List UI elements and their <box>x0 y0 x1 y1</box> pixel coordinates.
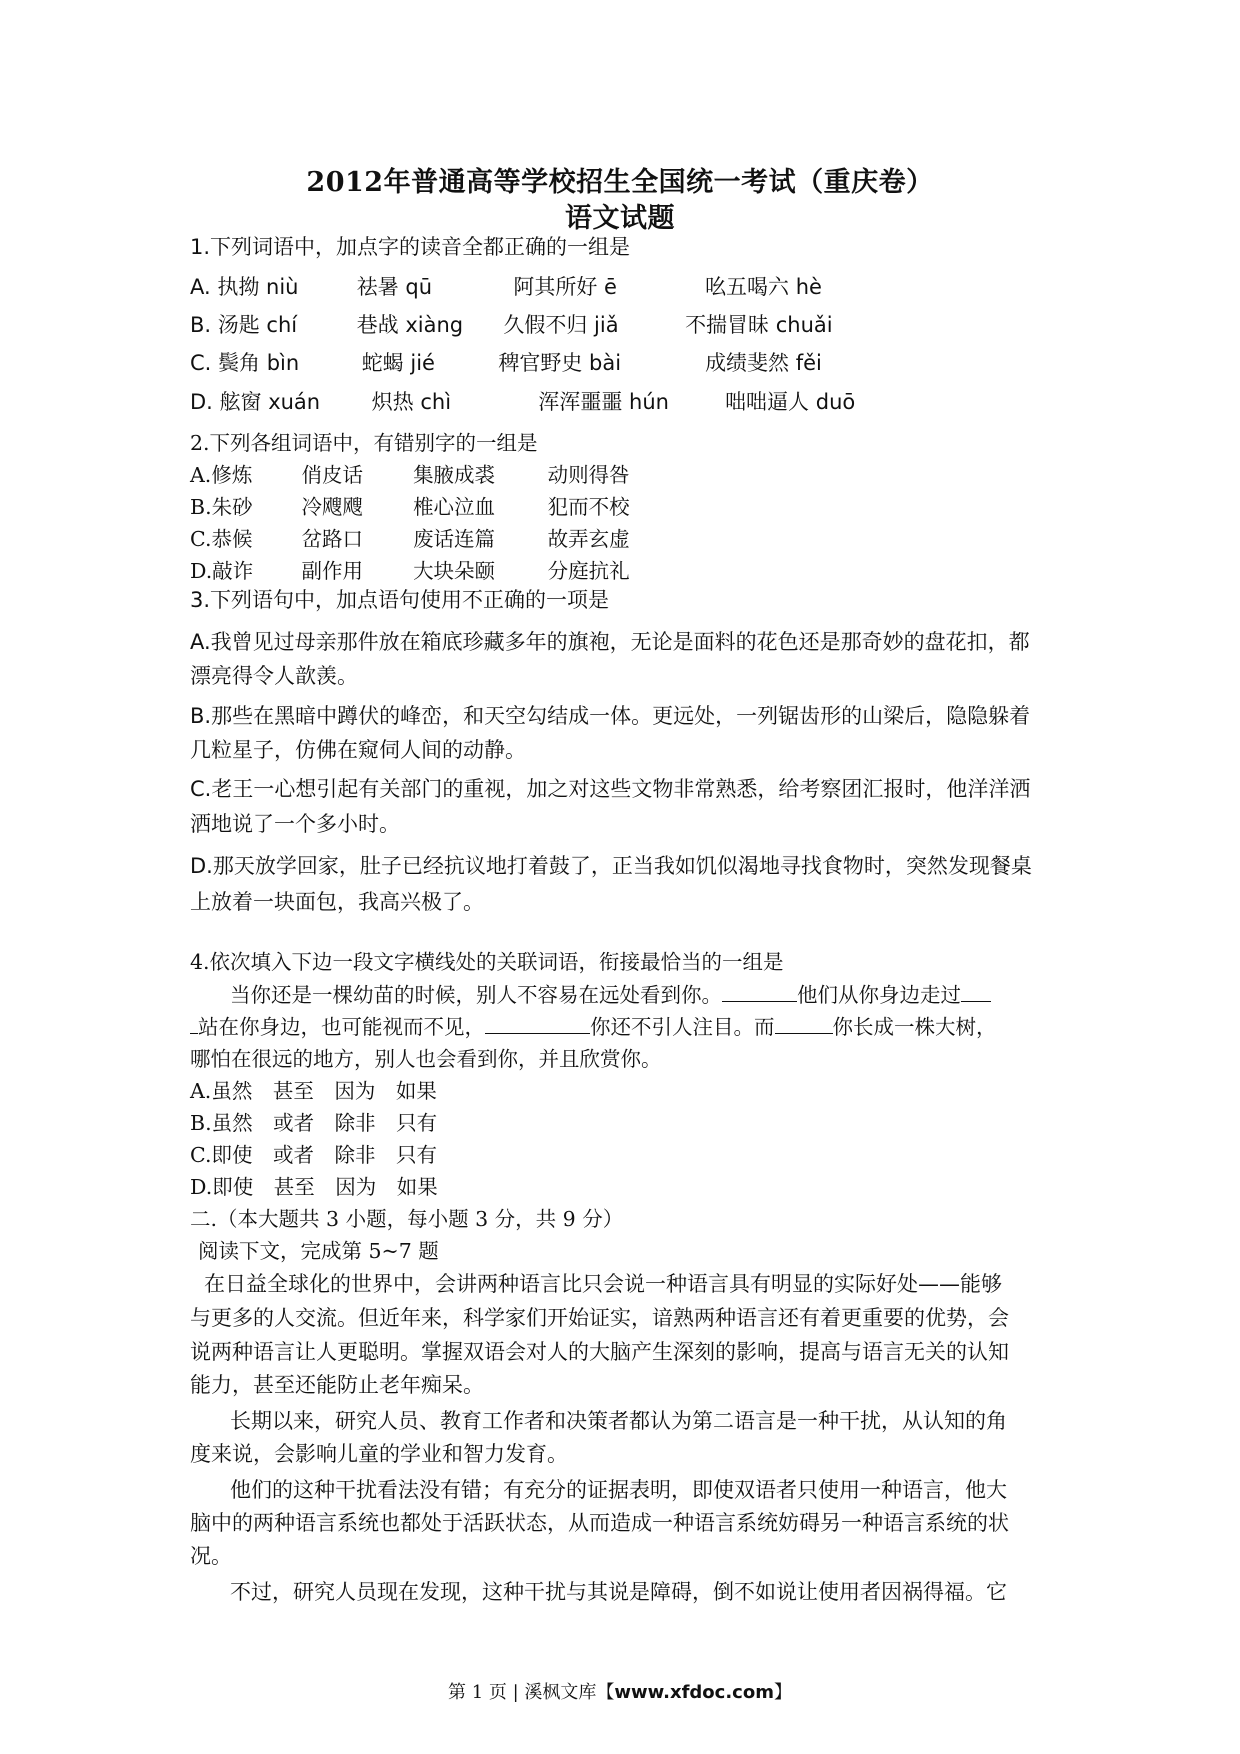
passage-line: 况。 <box>190 1544 232 1568</box>
passage-line: 与更多的人交流。但近年来，科学家们开始证实，谙熟两种语言还有着更重要的优势，会 <box>190 1306 1009 1330</box>
passage-line: 不过，研究人员现在发现，这种干扰与其说是障碍，倒不如说让使用者因祸得福。它 <box>230 1580 1007 1604</box>
q3-option-d-line1: D.那天放学回家，肚子已经抗议地打着鼓了，正当我如饥似渴地寻找食物时，突然发现餐桌 <box>190 854 1032 878</box>
passage-line: 说两种语言让人更聪明。掌握双语会对人的大脑产生深刻的影响，提高与语言无关的认知 <box>190 1340 1009 1364</box>
q1-option-c <box>190 347 822 377</box>
q1-b-item: B. 汤匙 chí <box>190 313 298 337</box>
q1-d-item: 咄咄逼人 duō <box>725 390 856 414</box>
q2-b-item: 冷飕飕 <box>301 495 364 519</box>
q3-option-c-line1: C.老王一心想引起有关部门的重视，加之对这些文物非常熟悉，给考察团汇报时，他洋洋洒 <box>190 777 1031 801</box>
section-2-instruction: 阅读下文，完成第 5~7 题 <box>198 1239 439 1263</box>
q4-option-c: C.即使 或者 除非 只有 <box>190 1143 437 1167</box>
q1-c-item: 蛇蝎 jié <box>361 351 435 375</box>
q1-option-d <box>190 386 855 416</box>
q4-passage-line1 <box>230 978 991 1008</box>
q3-option-b-line1: B.那些在黑暗中蹲伏的峰峦，和天空勾结成一体。更远处，一列锯齿形的山梁后，隐隐躲着 <box>190 704 1031 728</box>
q3-stem: 3.下列语句中，加点语句使用不正确的一项是 <box>190 588 610 612</box>
q1-c-item: 稗官野史 bài <box>498 351 622 375</box>
q2-option-c <box>190 522 630 552</box>
q4-option-a: A.虽然 甚至 因为 如果 <box>190 1079 437 1103</box>
q2-option-b <box>190 490 630 520</box>
passage-line: 脑中的两种语言系统也都处于活跃状态，从而造成一种语言系统妨碍另一种语言系统的状 <box>190 1511 1009 1535</box>
exam-title: 2012年普通高等学校招生全国统一考试（重庆卷） <box>306 167 934 198</box>
passage-line: 他们的这种干扰看法没有错；有充分的证据表明，即使双语者只使用一种语言，他大 <box>230 1478 1007 1502</box>
q3-option-a-line2: 漂亮得令人歆羡。 <box>190 664 358 688</box>
q3-option-b-line2: 几粒星子，仿佛在窥伺人间的动静。 <box>190 738 526 762</box>
q3-option-c-line2: 洒地说了一个多小时。 <box>190 812 400 836</box>
q4-option-b: B.虽然 或者 除非 只有 <box>190 1111 438 1135</box>
q2-a-item: A.修炼 <box>190 463 253 487</box>
q2-c-item: C.恭候 <box>190 527 253 551</box>
q1-a-item: A. 执拗 niù <box>190 275 299 299</box>
footer-site-link[interactable]: www.xfdoc.com <box>614 1682 774 1703</box>
q2-b-item: 犯而不校 <box>547 495 630 519</box>
q2-stem: 2.下列各组词语中，有错别字的一组是 <box>190 431 538 455</box>
q2-a-item: 俏皮话 <box>301 463 364 487</box>
q1-d-item: D. 舷窗 xuán <box>190 390 321 414</box>
q2-a-item: 动则得咎 <box>547 463 630 487</box>
blank-2-end <box>190 1015 198 1034</box>
q1-a-item: 祛暑 qū <box>356 275 433 299</box>
q2-d-item: 副作用 <box>301 559 364 583</box>
q2-option-a <box>190 458 630 488</box>
q2-c-item: 废话连篇 <box>413 527 496 551</box>
q1-d-item: 浑浑噩噩 hún <box>538 390 669 414</box>
q1-stem: 1.下列词语中，加点字的读音全都正确的一组是 <box>190 235 631 259</box>
section-2-heading: 二.（本大题共 3 小题，每小题 3 分，共 9 分） <box>190 1207 624 1231</box>
q1-b-item: 久假不归 jiǎ <box>503 313 619 337</box>
blank-1 <box>722 983 797 1002</box>
passage-line: 在日益全球化的世界中，会讲两种语言比只会说一种语言具有明显的实际好处——能够 <box>204 1272 1002 1296</box>
q3-option-a-line1: A.我曾见过母亲那件放在箱底珍藏多年的旗袍，无论是面料的花色还是那奇妙的盘花扣，都 <box>190 630 1030 654</box>
q2-d-item: 大块朵颐 <box>413 559 496 583</box>
blank-4 <box>775 1015 833 1034</box>
q2-option-d <box>190 554 630 584</box>
q1-option-b <box>190 309 833 339</box>
q4-passage-line3: 哪怕在很远的地方，别人也会看到你，并且欣赏你。 <box>190 1047 662 1071</box>
q2-c-item: 岔路口 <box>301 527 364 551</box>
q2-b-item: 椎心泣血 <box>413 495 496 519</box>
q3-option-d-line2: 上放着一块面包，我高兴极了。 <box>190 890 484 914</box>
passage-line: 长期以来，研究人员、教育工作者和决策者都认为第二语言是一种干扰，从认知的角 <box>230 1409 1007 1433</box>
q4-passage-line2 <box>190 1010 997 1040</box>
q4-option-d: D.即使 甚至 因为 如果 <box>190 1175 438 1199</box>
footer-text: 第 1 页 | 溪枫文库【 <box>448 1682 615 1703</box>
q1-b-item: 不揣冒昧 chuǎi <box>685 313 833 337</box>
q1-c-item: 成绩斐然 fěi <box>705 351 822 375</box>
q4-stem: 4.依次填入下边一段文字横线处的关联词语，衔接最恰当的一组是 <box>190 950 784 974</box>
q1-b-item: 巷战 xiàng <box>356 313 464 337</box>
q2-d-item: 分庭抗礼 <box>547 559 630 583</box>
blank-2-start <box>961 983 991 1002</box>
q1-c-item: C. 鬓角 bìn <box>190 351 300 375</box>
q2-b-item: B.朱砂 <box>190 495 253 519</box>
q1-option-a <box>190 271 822 301</box>
q4-passage-text: 你还不引人注目。而 <box>590 1015 775 1039</box>
passage-line: 能力，甚至还能防止老年痴呆。 <box>190 1373 484 1397</box>
blank-3 <box>485 1015 590 1034</box>
q1-a-item: 吆五喝六 hè <box>705 275 822 299</box>
q2-a-item: 集腋成裘 <box>413 463 496 487</box>
q4-passage-text: 他们从你身边走过 <box>797 983 961 1007</box>
q1-d-item: 炽热 chì <box>371 390 452 414</box>
q1-a-item: 阿其所好 ē <box>513 275 617 299</box>
q4-passage-text: 站在你身边，也可能视而不见， <box>198 1015 485 1039</box>
q4-passage-text: 你长成一株大树， <box>832 1015 997 1039</box>
page-footer <box>0 1678 1240 1704</box>
q2-d-item: D.敲诈 <box>190 559 254 583</box>
q4-passage-text: 当你还是一棵幼苗的时候，别人不容易在远处看到你。 <box>230 983 722 1007</box>
exam-subtitle: 语文试题 <box>565 203 675 234</box>
passage-line: 度来说，会影响儿童的学业和智力发育。 <box>190 1442 568 1466</box>
q2-c-item: 故弄玄虚 <box>547 527 630 551</box>
footer-text-end: 】 <box>773 1682 792 1703</box>
